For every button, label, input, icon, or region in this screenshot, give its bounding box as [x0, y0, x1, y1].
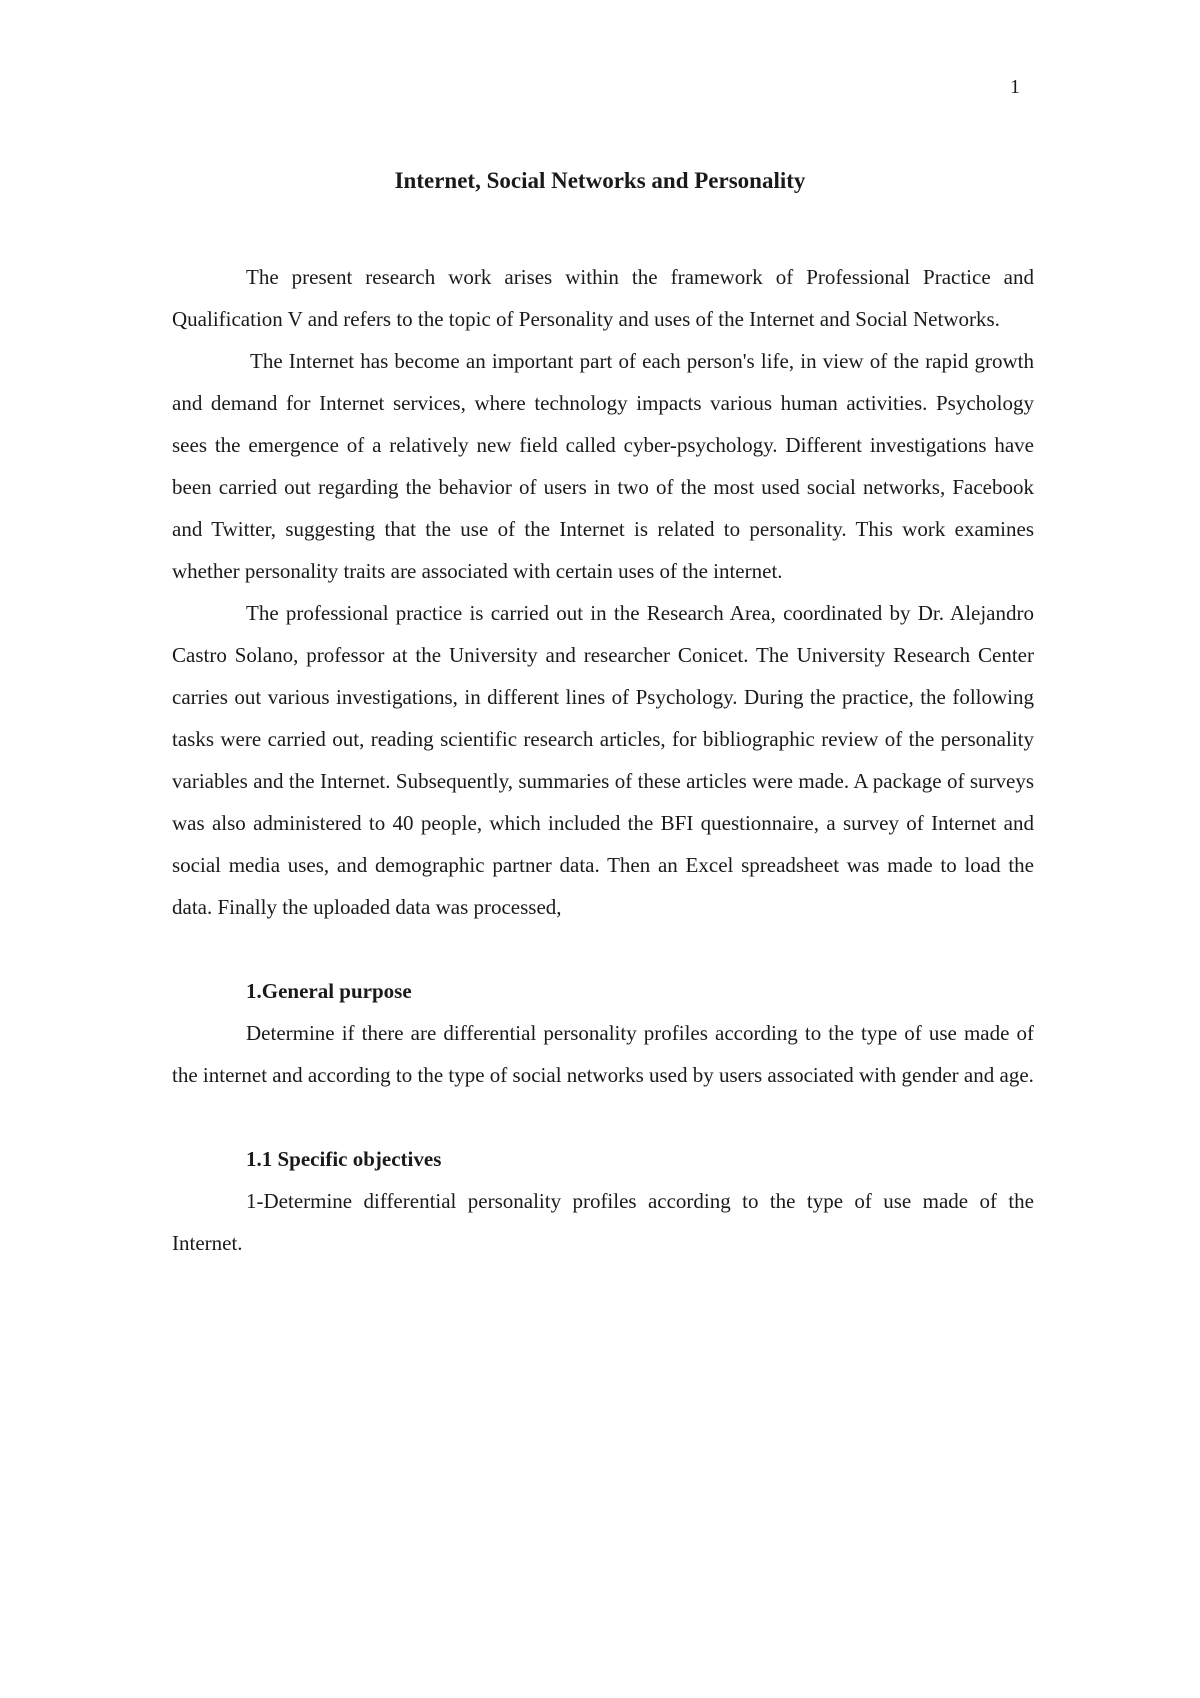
document-body [172, 256, 1034, 1264]
general-purpose-text: Determine if there are differential personality profiles according to the type of use made of the internet and according to the type of social networks used by users associated with gender and age. [172, 1021, 1034, 1087]
document-title: Internet, Social Networks and Personality [394, 168, 806, 193]
internet-paragraph: The Internet has become an important part of each person's life, in view of the rapid growth and demand for Internet services, where technology impacts various human activities. Psychology sees the emergence of a relatively new field called cyber-psychology. Different investigations have been carried out regarding the behavior of users in two of the most used social networks, Facebook and Twitter, suggesting that the use of the Internet is related to personality. This work examines whether personality traits are associated with certain uses of the internet. [172, 349, 1034, 583]
general-purpose-heading: 1.General purpose [246, 979, 412, 1003]
specific-objectives-text: 1-Determine differential personality profiles according to the type of use made of the Internet. [172, 1189, 1034, 1255]
intro-paragraph: The present research work arises within the framework of Professional Practice and Qualification V and refers to the topic of Personality and uses of the Internet and Social Networks. [172, 265, 1034, 331]
page-number: 1 [1010, 76, 1020, 98]
specific-objectives-heading: 1.1 Specific objectives [246, 1147, 442, 1171]
practice-paragraph: The professional practice is carried out in the Research Area, coordinated by Dr. Alejandro Castro Solano, professor at the University and researcher Conicet. The University Research Center carries out various investigations, in different lines of Psychology. During the practice, the following tasks were carried out, reading scientific research articles, for bibliographic review of the personality variables and the Internet. Subsequently, summaries of these articles were made. A package of surveys was also administered to 40 people, which included the BFI questionnaire, a survey of Internet and social media uses, and demographic partner data. Then an Excel spreadsheet was made to load the data. Finally the uploaded data was processed, [172, 601, 1034, 919]
